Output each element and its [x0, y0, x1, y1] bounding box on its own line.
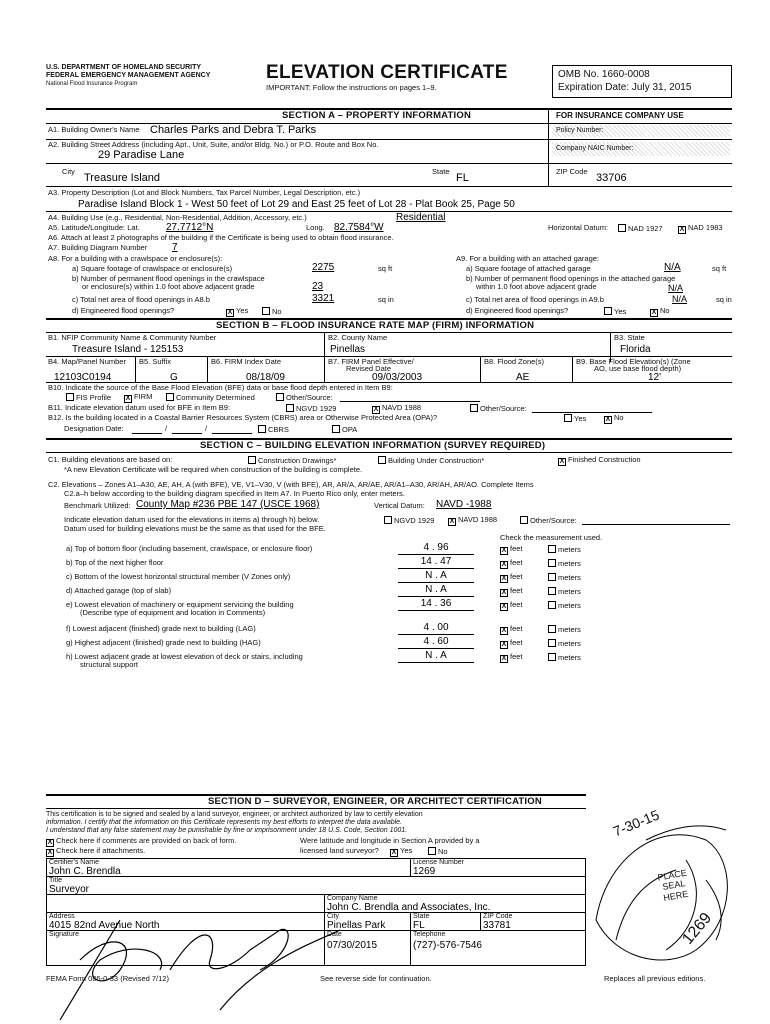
b12-opa-option[interactable]: [332, 425, 357, 435]
a8a-value[interactable]: 2275: [312, 262, 335, 273]
certifier-name-label: Certifier's Name: [49, 859, 99, 866]
c1-note: *A new Elevation Certificate will be required when construction of the building is complete.: [64, 465, 363, 474]
certifier-city[interactable]: Pinellas Park: [327, 920, 386, 931]
a9a-value[interactable]: N/A: [664, 262, 681, 273]
certifier-title[interactable]: Surveyor: [49, 884, 90, 895]
b9-label: B9. Base Flood Elevation(s) (Zone: [576, 357, 691, 366]
city-value[interactable]: Treasure Island: [84, 172, 161, 184]
b12-yes-option[interactable]: [564, 414, 586, 424]
b12-cbrs-checkbox[interactable]: [258, 425, 266, 433]
meters-label: meters: [558, 653, 581, 662]
c-ngvd-checkbox[interactable]: [384, 516, 392, 524]
a5-latitude[interactable]: 27.7712°N: [166, 222, 214, 233]
meters-checkbox[interactable]: [548, 559, 556, 567]
feet-option[interactable]: [500, 601, 523, 611]
designation-day[interactable]: [172, 433, 202, 434]
divider: [324, 356, 325, 382]
b10-label: B10. Indicate the source of the Base Flood Elevation (BFE) data or base flood depth entered in Item B9:: [48, 383, 393, 392]
b5-label: B5. Suffix: [139, 357, 171, 366]
b12-opa-checkbox[interactable]: [332, 425, 340, 433]
feet-label: feet: [510, 638, 523, 647]
meters-checkbox[interactable]: [548, 639, 556, 647]
b7-label: B7. FIRM Panel Effective/: [328, 357, 414, 366]
a9d-yes-option[interactable]: [604, 307, 626, 317]
a9b-label-2: within 1.0 foot above adjacent grade: [476, 282, 597, 291]
b8-flood-zone[interactable]: AE: [516, 372, 530, 383]
benchmark-label: Benchmark Utilized:: [64, 501, 131, 510]
divider: [207, 356, 208, 382]
zip-label-d: ZIP Code: [483, 913, 513, 920]
c-other-option[interactable]: [520, 516, 577, 526]
a9d-yes-checkbox[interactable]: [604, 307, 612, 315]
a8b-label-2: or enclosure(s) within 1.0 foot above adjacent grade: [82, 282, 255, 291]
a9a-unit: sq ft: [712, 264, 727, 273]
b12-opa-label: OPA: [342, 425, 358, 434]
b10-firm-label: FIRM: [134, 392, 153, 401]
b10-other-label: Other/Source:: [286, 393, 333, 402]
a7-label: A7. Building Diagram Number: [48, 243, 148, 252]
meters-checkbox[interactable]: [548, 625, 556, 633]
meters-label: meters: [558, 625, 581, 634]
a9b-value[interactable]: N/A: [668, 283, 684, 293]
c2-label: C2. Elevations – Zones A1–A30, AE, AH, A (with BFE), VE, V1–V30, V (with BFE), AR, AR/A, AR/AE, AR/A1–A30, AR/AH, AR/AO. Complete Items: [48, 480, 534, 489]
latlong-yes-checkbox[interactable]: X: [391, 849, 397, 856]
divider: [46, 163, 732, 164]
divider: [46, 123, 732, 124]
company-name[interactable]: John C. Brendla and Associates, Inc.: [327, 902, 491, 913]
state-label: State: [432, 167, 450, 176]
b11-navd-checkbox[interactable]: X: [373, 406, 379, 413]
insurance-use-label: FOR INSURANCE COMPANY USE: [556, 111, 684, 120]
b6-firm-index-date[interactable]: 08/18/09: [246, 372, 285, 383]
c-navd-label: NAVD 1988: [458, 515, 498, 524]
a4-building-use[interactable]: Residential: [396, 212, 446, 223]
divider: [135, 356, 136, 382]
elevation-value[interactable]: 14 . 47: [398, 556, 474, 569]
b12-designation-label: Designation Date:: [64, 424, 124, 433]
section-d-title: SECTION D – SURVEYOR, ENGINEER, OR ARCHITECT CERTIFICATION: [208, 796, 542, 807]
a9c-value[interactable]: N/A: [672, 294, 688, 304]
slash: /: [205, 424, 208, 433]
attachments-checkbox[interactable]: X: [47, 849, 53, 856]
a6-label: A6. Attach at least 2 photographs of the building if the Certificate is being used to obtain flood insurance.: [48, 233, 394, 242]
b1-community[interactable]: Treasure Island - 125153: [72, 344, 184, 355]
b9-base-flood-elevation[interactable]: 12': [648, 372, 662, 383]
meters-option[interactable]: [548, 601, 581, 611]
nad1983-checkbox[interactable]: X: [679, 226, 685, 233]
b12-label: B12. Is the building located in a Coastal Barrier Resources System (CBRS) area or Otherwise Protected Area (OPA)?: [48, 413, 438, 422]
b11-label: B11. Indicate elevation datum used for BFE in Item B9:: [48, 403, 231, 412]
seal-number: 1269: [679, 909, 716, 948]
meters-option[interactable]: [548, 639, 581, 649]
attachments-option[interactable]: [46, 847, 145, 857]
c1-under-label: Building Under Construction*: [388, 456, 485, 465]
section-b-title: SECTION B – FLOOD INSURANCE RATE MAP (FIRM) INFORMATION: [216, 320, 535, 331]
a5-longitude[interactable]: 82.7584°W: [334, 222, 384, 233]
b10-other-option[interactable]: [276, 393, 333, 403]
divider: [548, 108, 549, 186]
feet-label: feet: [510, 586, 523, 595]
a9d-yes-label: Yes: [614, 307, 627, 316]
state-label-d: State: [413, 913, 430, 920]
latlong-no-checkbox[interactable]: [428, 847, 436, 855]
elevation-value[interactable]: 4 . 96: [398, 542, 474, 555]
divider: [46, 808, 586, 809]
elevation-row-label: f) Lowest adjacent (finished) grade next to building (LAG): [66, 624, 256, 633]
b5-suffix[interactable]: G: [170, 372, 178, 383]
meters-option[interactable]: [548, 545, 581, 555]
a3-property-description[interactable]: Paradise Island Block 1 - West 50 feet of Lot 29 and East 25 feet of Lot 28 - Plat Book 25, Page 50: [78, 199, 515, 210]
feet-label: feet: [510, 544, 523, 553]
c-other-label: Other/Source:: [530, 516, 577, 525]
nad1927-label: NAD 1927: [628, 224, 663, 233]
a8d-yes-checkbox[interactable]: X: [227, 309, 233, 316]
feet-checkbox[interactable]: X: [501, 655, 507, 662]
certifier-name[interactable]: John C. Brendla: [49, 866, 121, 877]
c1-finished-checkbox[interactable]: X: [559, 458, 565, 465]
b3-state[interactable]: Florida: [620, 344, 651, 355]
b10-other-field[interactable]: [340, 401, 480, 402]
b10-community-checkbox[interactable]: [166, 393, 174, 401]
designation-month[interactable]: [132, 433, 162, 434]
elevation-row-label: e) Lowest elevation of machinery or equipment servicing the building: [66, 600, 294, 609]
b10-fis-option[interactable]: [66, 393, 111, 403]
b12-no-checkbox[interactable]: X: [605, 416, 611, 423]
feet-checkbox[interactable]: X: [501, 627, 507, 634]
feet-option[interactable]: [500, 587, 523, 597]
c1-finished-label: Finished Construction: [568, 455, 641, 464]
c1-construction-label: Construction Drawings*: [258, 456, 337, 465]
b11-ngvd-checkbox[interactable]: [286, 404, 294, 412]
signature-label: Signature: [49, 931, 79, 938]
a8b-value[interactable]: 23: [312, 281, 324, 292]
a9b-label: b) Number of permanent flood openings in the attached garage: [466, 274, 676, 283]
cert-text-1: This certification is to be signed and sealed by a land surveyor, engineer, or architect authorized by law to certify elevation: [46, 811, 423, 818]
c2-label-2: C2.a–h below according to the building diagram specified in Item A7. In Puerto Rico only, enter meters.: [64, 489, 405, 498]
indicate-datum-line-1: Indicate elevation datum used for the elevations in items a) through h) below.: [64, 515, 320, 524]
b6-label: B6. FIRM Index Date: [211, 357, 282, 366]
b12-yes-text: Yes: [574, 414, 587, 423]
feet-option[interactable]: [500, 639, 523, 649]
meters-checkbox[interactable]: [548, 545, 556, 553]
c-other-checkbox[interactable]: [520, 516, 528, 524]
b2-county[interactable]: Pinellas: [330, 344, 366, 355]
latlong-yes-option[interactable]: [390, 847, 412, 857]
agency-line-2: FEDERAL EMERGENCY MANAGEMENT AGENCY: [46, 72, 211, 79]
b10-firm-checkbox[interactable]: X: [125, 395, 131, 402]
form-title: ELEVATION CERTIFICATE: [266, 62, 508, 83]
a2-street-address[interactable]: 29 Paradise Lane: [98, 149, 185, 161]
c1-under-option[interactable]: [378, 456, 484, 466]
feet-checkbox[interactable]: X: [501, 641, 507, 648]
b9-label-2: AO, use base flood depth): [594, 364, 682, 373]
b2-label: B2. County Name: [328, 333, 388, 342]
license-number[interactable]: 1269: [413, 866, 436, 877]
license-number-label: License Number: [413, 859, 464, 866]
a9-label: A9. For a building with an attached garage:: [456, 254, 600, 263]
latlong-yes-label: Yes: [400, 846, 413, 855]
certification-date[interactable]: 07/30/2015: [327, 940, 378, 951]
b10-other-checkbox[interactable]: [276, 393, 284, 401]
feet-checkbox[interactable]: X: [501, 603, 507, 610]
meters-label: meters: [558, 545, 581, 554]
a5-label: A5. Latitude/Longitude: Lat.: [48, 223, 140, 232]
form-number: FEMA Form 086-0-33 (Revised 7/12): [46, 974, 169, 983]
b11-navd-label: NAVD 1988: [382, 403, 422, 412]
b7-effective-date[interactable]: 09/03/2003: [372, 372, 423, 383]
a2-label: A2. Building Street Address (including Apt., Unit, Suite, and/or Bldg. No.) or P.O. Route and Box No.: [48, 140, 379, 149]
b10-fis-checkbox[interactable]: [66, 393, 74, 401]
c-ngvd-option[interactable]: [384, 516, 434, 526]
feet-option[interactable]: [500, 573, 523, 583]
a8a-unit: sq ft: [378, 264, 393, 273]
telephone[interactable]: (727)-576-7546: [413, 940, 482, 951]
a7-diagram-number[interactable]: 7: [172, 242, 178, 253]
policy-number-label: Policy Number:: [556, 127, 604, 134]
a8c-label: c) Total net area of flood openings in A8.b: [72, 295, 210, 304]
company-name-label: Company Name: [327, 895, 378, 902]
divider: [480, 356, 481, 382]
address-label: Address: [49, 913, 75, 920]
a9d-no-checkbox[interactable]: X: [651, 309, 657, 316]
benchmark-value[interactable]: County Map #236 PBE 147 (USCE 1968): [136, 499, 320, 510]
feet-option[interactable]: [500, 545, 523, 555]
elevation-row-label: a) Top of bottom floor (including basement, crawlspace, or enclosure floor): [66, 544, 313, 553]
feet-option[interactable]: [500, 625, 523, 635]
company-naic-label: Company NAIC Number:: [556, 145, 634, 152]
a8d-no-option[interactable]: [262, 307, 282, 317]
a8d-yes-label: Yes: [236, 306, 249, 315]
a8d-no-checkbox[interactable]: [262, 307, 270, 315]
a9a-label: a) Square footage of attached garage: [466, 264, 591, 273]
b4-map-panel[interactable]: 12103C0194: [54, 372, 112, 383]
elevation-row-label: b) Top of the next higher floor: [66, 558, 164, 567]
elevation-value[interactable]: N . A: [398, 584, 474, 597]
certifier-state[interactable]: FL: [413, 920, 425, 931]
feet-checkbox[interactable]: X: [501, 547, 507, 554]
zip-label: ZIP Code: [556, 167, 588, 176]
certifier-address[interactable]: 4015 82nd Avenue North: [49, 920, 160, 931]
feet-label: feet: [510, 600, 523, 609]
a4-label: A4. Building Use (e.g., Residential, Non-Residential, Addition, Accessory, etc.): [48, 213, 307, 222]
meters-checkbox[interactable]: [548, 601, 556, 609]
elevation-row-label-2: structural support: [80, 660, 138, 669]
a5-long-label: Long.: [306, 223, 325, 232]
a9d-no-label: No: [660, 306, 670, 315]
state-value[interactable]: FL: [456, 172, 469, 184]
a5-datum-label: Horizontal Datum:: [548, 223, 609, 232]
program-name: National Flood Insurance Program: [46, 81, 138, 87]
meters-checkbox[interactable]: [548, 653, 556, 661]
meters-label: meters: [558, 573, 581, 582]
vertical-datum-value[interactable]: NAVD -1988: [436, 499, 492, 510]
telephone-label: Telephone: [413, 931, 446, 938]
a1-label: A1. Building Owner's Name: [48, 125, 140, 134]
b12-yes-checkbox[interactable]: [564, 414, 572, 422]
a8d-no-label: No: [272, 307, 282, 316]
a8c-unit: sq in: [378, 295, 394, 304]
c-navd-checkbox[interactable]: X: [449, 518, 455, 525]
elevation-value[interactable]: 4 . 60: [398, 636, 474, 649]
title-label: Title: [49, 877, 62, 884]
city-label: City: [62, 167, 75, 176]
meters-label: meters: [558, 601, 581, 610]
c1-construction-checkbox[interactable]: [248, 456, 256, 464]
nad1983-label: NAD 1983: [688, 223, 723, 232]
b11-other-option[interactable]: [470, 404, 527, 414]
divider: [46, 186, 732, 187]
expiration-date: Expiration Date: July 31, 2015: [558, 82, 692, 93]
feet-checkbox[interactable]: X: [501, 589, 507, 596]
a9d-label: d) Engineered flood openings?: [466, 306, 569, 315]
meters-label: meters: [558, 587, 581, 596]
comments-checkbox[interactable]: X: [47, 839, 53, 846]
zip-value[interactable]: 33706: [596, 172, 627, 184]
meters-option[interactable]: [548, 587, 581, 597]
meters-option[interactable]: [548, 573, 581, 583]
elevation-value[interactable]: 4 . 00: [398, 622, 474, 635]
important-note: IMPORTANT: Follow the instructions on pages 1–9.: [266, 83, 437, 92]
b10-community-option[interactable]: [166, 393, 255, 403]
vertical-datum-label: Vertical Datum:: [374, 501, 425, 510]
latlong-question-2: licensed land surveyor?: [300, 846, 379, 855]
meters-label: meters: [558, 639, 581, 648]
designation-year[interactable]: [212, 433, 252, 434]
elevation-row-label: h) Lowest adjacent grade at lowest elevation of deck or stairs, including: [66, 652, 303, 661]
see-reverse: See reverse side for continuation.: [320, 974, 432, 983]
indicate-datum-line-2: Datum used for building elevations must be the same as that used for the BFE.: [64, 524, 326, 533]
c-navd-option[interactable]: [448, 516, 497, 526]
section-a-title: SECTION A – PROPERTY INFORMATION: [282, 110, 472, 121]
c1-finished-option[interactable]: [558, 456, 641, 466]
b11-other-checkbox[interactable]: [470, 404, 478, 412]
replaces-editions: Replaces all previous editions.: [604, 974, 706, 983]
a8d-label: d) Engineered flood openings?: [72, 306, 175, 315]
meters-checkbox[interactable]: [548, 587, 556, 595]
feet-label: feet: [510, 624, 523, 633]
certifier-zip[interactable]: 33781: [483, 920, 511, 931]
a8a-label: a) Square footage of crawlspace or enclosure(s): [72, 264, 233, 273]
b12-cbrs-label: CBRS: [268, 425, 289, 434]
feet-label: feet: [510, 558, 523, 567]
elevation-row-label: c) Bottom of the lowest horizontal structural member (V Zones only): [66, 572, 291, 581]
nad1983-option[interactable]: [678, 224, 723, 234]
seal-placeholder-text: PLACE SEAL HERE: [656, 867, 689, 903]
a9d-no-option[interactable]: [650, 307, 670, 317]
nad1927-option[interactable]: [618, 224, 663, 234]
feet-option[interactable]: [500, 559, 523, 569]
b12-no-option[interactable]: [604, 414, 624, 424]
latlong-question-1: Were latitude and longitude in Section A provided by a: [300, 836, 480, 845]
a9c-label: c) Total net area of flood openings in A9.b: [466, 295, 604, 304]
b11-other-label: Other/Source:: [480, 404, 527, 413]
a9c-unit: sq in: [716, 295, 732, 304]
elevation-row-label: g) Highest adjacent (finished) grade next to building (HAG): [66, 638, 261, 647]
b12-no-label: No: [614, 413, 624, 422]
c-other-field[interactable]: [582, 524, 730, 525]
b12-cbrs-option[interactable]: [258, 425, 289, 435]
elevation-row-label: d) Attached garage (top of slab): [66, 586, 172, 595]
feet-label: feet: [510, 652, 523, 661]
feet-label: feet: [510, 572, 523, 581]
a1-owner-name[interactable]: Charles Parks and Debra T. Parks: [150, 124, 317, 136]
section-c-title: SECTION C – BUILDING ELEVATION INFORMATION (SURVEY REQUIRED): [200, 440, 546, 451]
b8-label: B8. Flood Zone(s): [484, 357, 545, 366]
cert-text-2: information. I certify that the information on this Certificate represents my best efforts to interpret the data available.: [46, 819, 403, 826]
b3-label: B3. State: [614, 333, 645, 342]
b11-other-field[interactable]: [532, 412, 652, 413]
latlong-no-option[interactable]: [428, 847, 448, 857]
c1-label: C1. Building elevations are based on:: [48, 455, 173, 464]
b11-ngvd-label: NGVD 1929: [296, 404, 337, 413]
feet-checkbox[interactable]: X: [501, 561, 507, 568]
city-label-d: City: [327, 913, 340, 920]
meters-option[interactable]: [548, 653, 581, 663]
elevation-value[interactable]: 14 . 36: [398, 598, 474, 611]
b10-fis-label: FIS Profile: [76, 393, 112, 402]
b4-label: B4. Map/Panel Number: [48, 357, 126, 366]
meters-option[interactable]: [548, 559, 581, 569]
meters-option[interactable]: [548, 625, 581, 635]
c1-under-checkbox[interactable]: [378, 456, 386, 464]
c-ngvd-label: NGVD 1929: [394, 516, 435, 525]
divider: [572, 356, 573, 382]
a8b-label: b) Number of permanent flood openings in the crawlspace: [72, 274, 265, 283]
b10-community-label: Community Determined: [176, 393, 255, 402]
b10-firm-option[interactable]: [124, 393, 152, 403]
signature-scribble: [20, 860, 580, 1024]
a3-label: A3. Property Description (Lot and Block Numbers, Tax Parcel Number, Legal Description, etc.): [48, 188, 361, 197]
divider: [46, 211, 732, 212]
divider: [46, 452, 732, 453]
meters-label: meters: [558, 559, 581, 568]
feet-checkbox[interactable]: X: [501, 575, 507, 582]
omb-number: OMB No. 1660-0008: [558, 69, 650, 80]
elevation-row-label-2: (Describe type of equipment and location in Comments): [80, 608, 266, 617]
date-label: Date: [327, 931, 342, 938]
latlong-no-label: No: [438, 847, 448, 856]
cert-text-3: I understand that any false statement may be punishable by fine or imprisonment under 18 U.S. Code, Section 1001.: [46, 827, 408, 834]
b1-label: B1. NFIP Community Name & Community Number: [48, 333, 217, 342]
meters-checkbox[interactable]: [548, 573, 556, 581]
attachments-label: Check here if attachments.: [56, 846, 146, 855]
handwritten-date: 7-30-15: [610, 806, 662, 840]
nad1927-checkbox[interactable]: [618, 224, 626, 232]
agency-line-1: U.S. DEPARTMENT OF HOMELAND SECURITY: [46, 64, 202, 71]
a8c-value[interactable]: 3321: [312, 293, 335, 304]
a8-label: A8. For a building with a crawlspace or enclosure(s):: [48, 254, 223, 263]
elevation-value[interactable]: N . A: [398, 650, 474, 663]
check-measurement-label: Check the measurement used.: [500, 533, 603, 542]
b7-label-2: Revised Date: [346, 364, 392, 373]
slash: /: [165, 424, 168, 433]
elevation-value[interactable]: N . A: [398, 570, 474, 583]
comments-label: Check here if comments are provided on back of form.: [56, 836, 237, 845]
feet-option[interactable]: [500, 653, 523, 663]
a8d-yes-option[interactable]: [226, 307, 248, 317]
